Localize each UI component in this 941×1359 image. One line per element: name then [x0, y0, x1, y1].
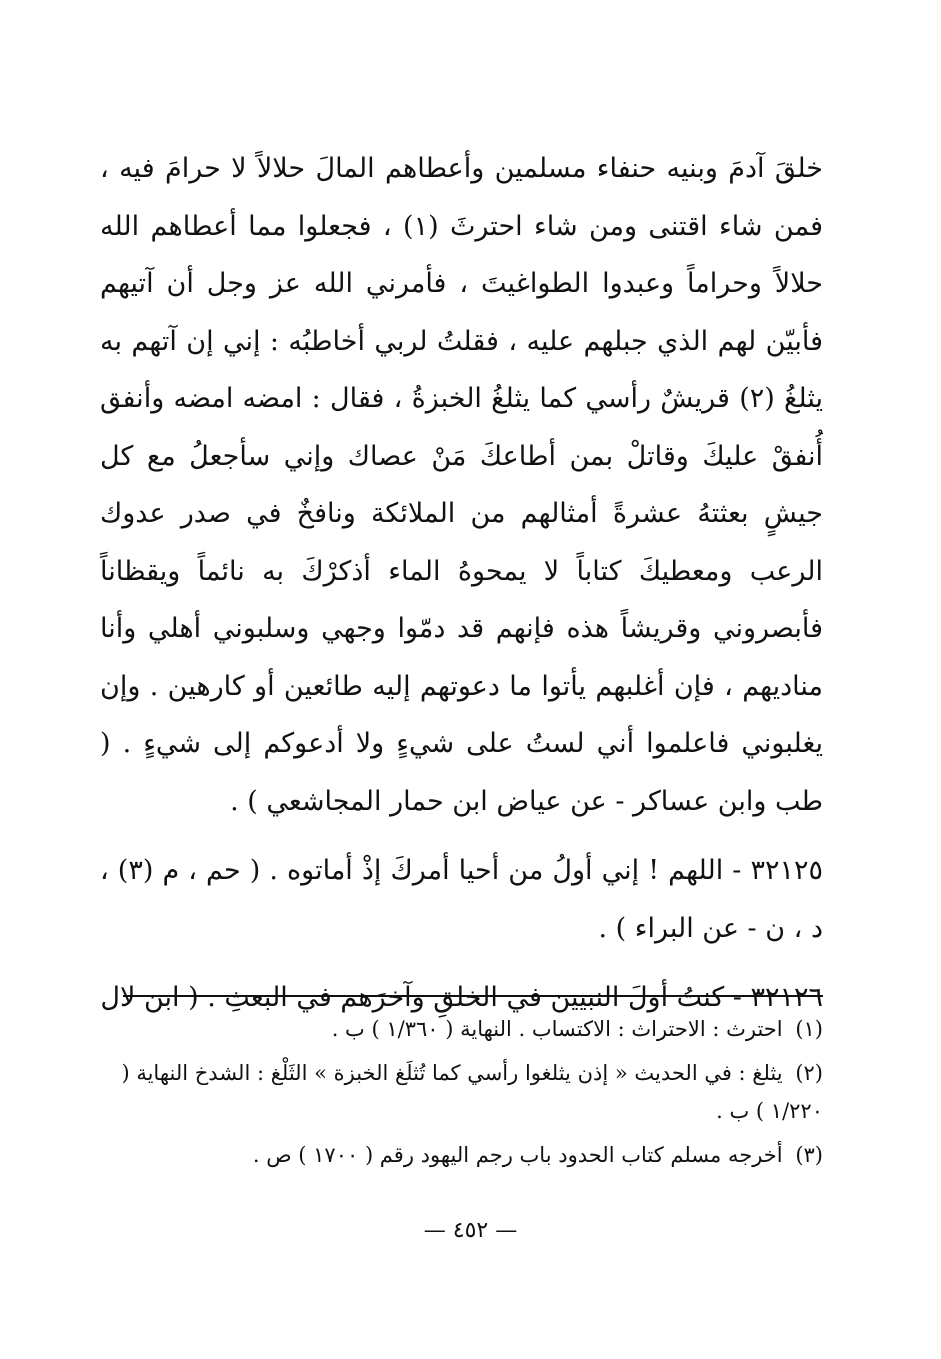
footnote-number: (٣): [795, 1143, 823, 1167]
hadith-32126: ٣٢١٢٦ - كنتُ أولَ النبيين في الخلقِ وآخرَهم في البعثِ . ( ابن لال: [100, 982, 823, 1013]
footnotes: [100, 1010, 823, 1180]
footnote-text: احترث : الاحتراث : الاكتساب . النهاية ( ١/٣٦٠ ) ب .: [331, 1017, 783, 1041]
footnote-number: (١): [795, 1017, 823, 1041]
footnote-text: أخرجه مسلم كتاب الحدود باب رجم اليهود رقم ( ١٧٠٠ ) ص .: [252, 1143, 783, 1167]
footnote-3: [100, 1136, 823, 1174]
footnote-divider: [123, 995, 823, 997]
hadith-paragraph-continued: خلقَ آدمَ وبنيه حنفاء مسلمين وأعطاهم المالَ حلالاً لا حرامَ فيه ، فمن شاء اقتنى ومن شاء احترثَ (١) ، فجعلوا مما أعطاهم الله حلالاً وحراماً وعبدوا الطواغيتَ ، فأمرني الله عز وجل أن آتيهم فأبيّن لهم الذي جبلهم عليه ، فقلتُ لربي أخاطبُه : إني إن آتهم به يثلغُ (٢) قريشٌ رأسي كما يثلغُ الخبزةُ ، فقال : امضه امضه وأنفق أُنفقْ عليكَ وقاتلْ بمن أطاعكَ مَنْ عصاك وإني سأجعلُ مع كل جيشٍ بعثتهُ عشرةً أمثالهم من الملائكة ونافخٌ في صدر عدوك الرعب ومعطيكَ كتاباً لا يمحوهُ الماء أذكرْكَ به نائماً ويقظاناً فأبصروني وقريشاً هذه فإنهم قد دمّوا وجهي وسلبوني أهلي وأنا مناديهم ، فإن أغلبهم يأتوا ما دعوتهم إليه طائعين أو كارهين . وإن يغلبوني فاعلموا أني لستُ على شيءٍ ولا أدعوكم إلى شيءٍ . ( طب وابن عساكر - عن عياض ابن حمار المجاشعي ) .: [100, 153, 823, 817]
hadith-32125: ٣٢١٢٥ - اللهم ! إني أولُ من أحيا أمركَ إذْ أماتوه . ( حم ، م (٣) ، د ، ن - عن البراء ) .: [100, 855, 823, 944]
footnote-number: (٢): [795, 1061, 823, 1085]
page-number: — ٤٥٢ —: [423, 1218, 518, 1243]
footnote-text: يثلغ : في الحديث « إذن يثلغوا رأسي كما تُثلَغ الخبزة » الثَلْغ : الشدخ النهاية ( ١/٢٢٠ ) ب .: [121, 1061, 823, 1123]
main-text: [100, 140, 823, 1027]
footnote-1: [100, 1010, 823, 1048]
footnote-2: [100, 1054, 823, 1130]
